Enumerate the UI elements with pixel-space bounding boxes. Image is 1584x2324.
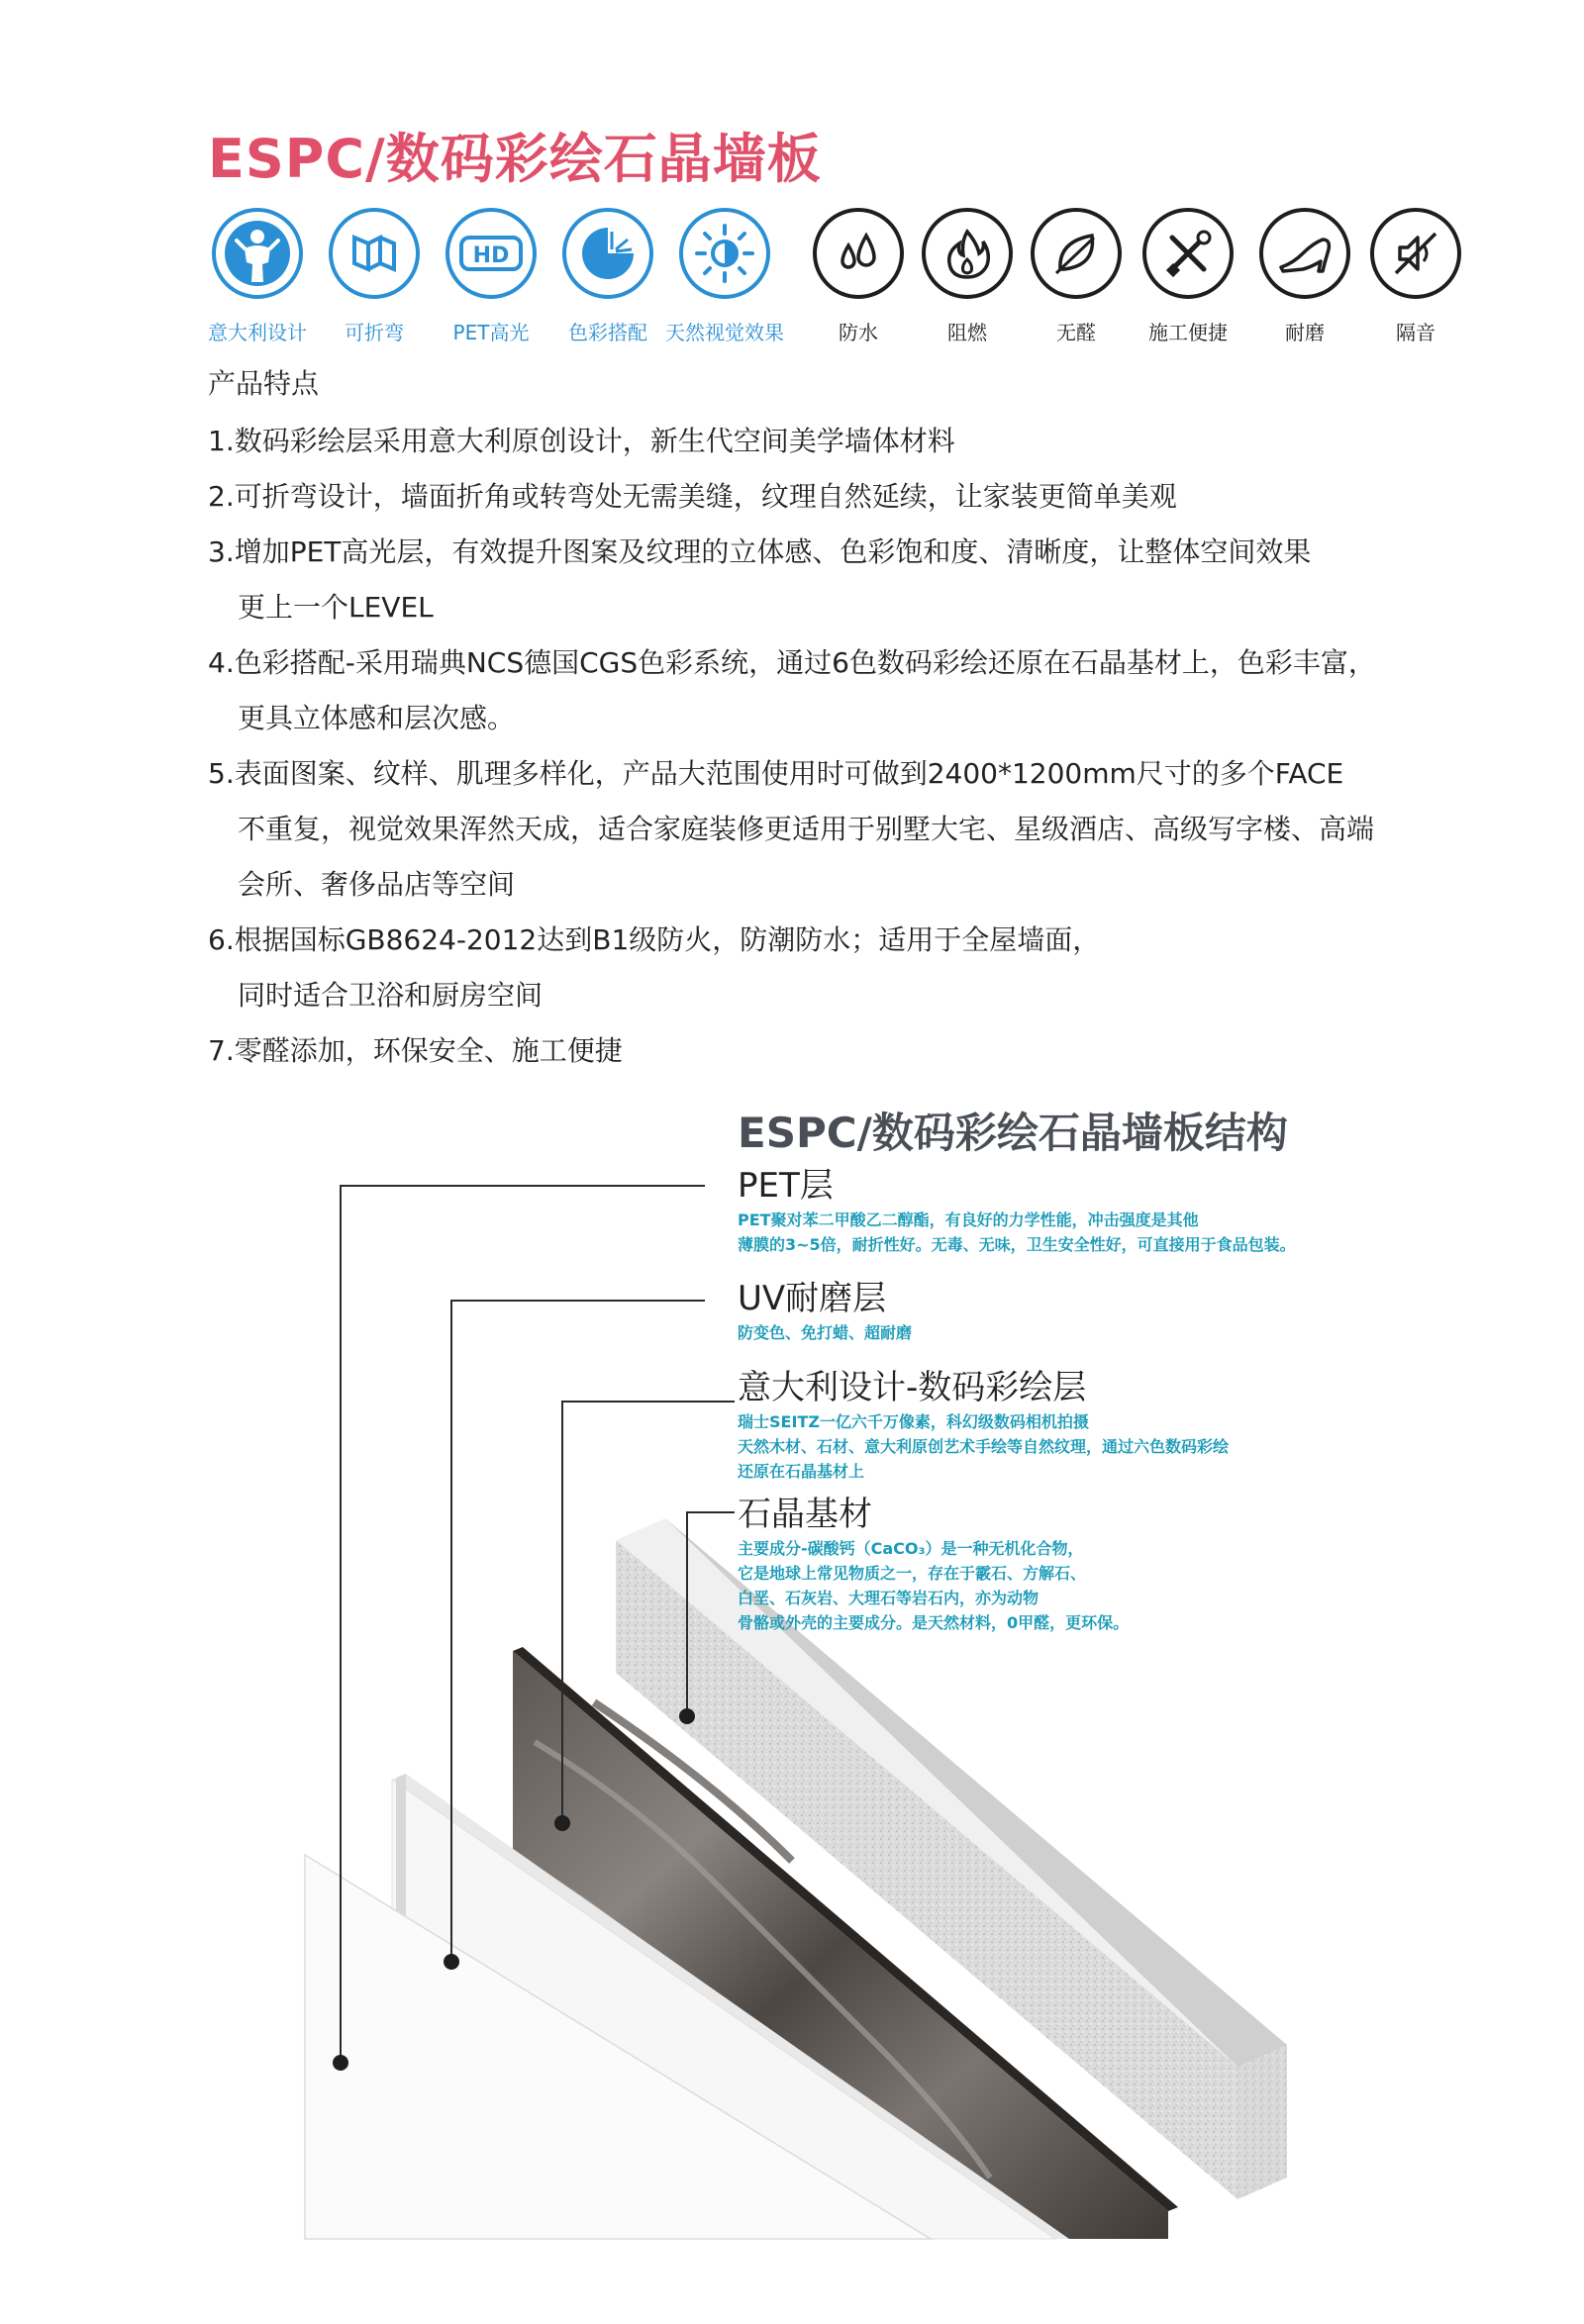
feature-line: 3.增加PET高光层，有效提升图案及纹理的立体感、色彩饱和度、清晰度，让整体空间效果 [208,535,1312,568]
layer-pet [738,1164,1296,1257]
feature-line: 6.根据国标GB8624-2012达到B1级防火，防潮防水；适用于全屋墙面， [208,923,1101,956]
layer-title: UV耐磨层 [738,1279,887,1318]
feature-line: 5.表面图案、纹样、肌理多样化，产品大范围使用时可做到2400*1200mm尺寸的多个FACE [208,757,1344,790]
icon-item-easy-install: 施工便捷 [1129,208,1247,345]
layer-title: PET层 [738,1166,834,1206]
layer-desc: 骨骼或外壳的主要成分。是天然材料，0甲醛，更环保。 [738,1613,1130,1632]
structure-title: ESPC/数码彩绘石晶墙板结构 [738,1109,1288,1157]
feature-line: 会所、奢侈品店等空间 [238,868,516,901]
icon-item-flame-retardant: 阻燃 [908,208,1027,345]
feature-line: 更具立体感和层次感。 [238,702,516,734]
layer-uv [738,1277,912,1345]
page-title: ESPC/数码彩绘石晶墙板 [208,128,822,190]
icon-item-natural-visual: 天然视觉效果 [665,208,784,345]
layer-desc: 天然木材、石材、意大利原创艺术手绘等自然纹理，通过六色数码彩绘 [738,1437,1230,1456]
layer-desc: 薄膜的3~5倍，耐折性好。无毒、无味，卫生安全性好，可直接用于食品包装。 [738,1235,1296,1254]
icon-item-bendable: 可折弯 [315,208,434,345]
layer-desc: 主要成分-碳酸钙（CaCO₃）是一种无机化合物， [738,1539,1084,1558]
layer-desc: 它是地球上常见物质之一，存在于霰石、方解石、 [738,1564,1087,1583]
feature-line: 7.零醛添加，环保安全、施工便捷 [208,1034,623,1067]
layer-desc: 防变色、免打蜡、超耐磨 [738,1323,913,1342]
feature-line: 更上一个LEVEL [238,591,434,624]
layer-desc: 白垩、石灰岩、大理石等岩石内，亦为动物 [738,1589,1040,1607]
svg-text:HD: HD [472,243,510,268]
feature-line: 1.数码彩绘层采用意大利原创设计，新生代空间美学墙体材料 [208,425,955,457]
layer-title: 石晶基材 [738,1495,872,1534]
icon-item-wear-resistant: 耐磨 [1245,208,1364,345]
feature-line: 4.色彩搭配-采用瑞典NCS德国CGS色彩系统，通过6色数码彩绘还原在石晶基材上，色彩丰富， [208,646,1376,679]
feature-line: 2.可折弯设计，墙面折角或转弯处无需美缝，纹理自然延续，让家装更简单美观 [208,480,1177,513]
layer-desc: 瑞士SEITZ一亿六千万像素，科幻级数码相机拍摄 [738,1412,1089,1431]
icon-item-italian-design: 意大利设计 [198,208,317,345]
icon-item-waterproof: 防水 [799,208,918,345]
feature-line: 不重复，视觉效果浑然天成，适合家庭装修更适用于别墅大宅、星级酒店、高级写字楼、高端 [238,813,1375,845]
icon-item-formaldehyde-free: 无醛 [1017,208,1136,345]
icon-item-color-match: 色彩搭配 [548,208,667,345]
icon-item-pet-gloss: HD PET高光 [432,208,550,345]
icon-item-soundproof: 隔音 [1356,208,1475,345]
feature-line: 同时适合卫浴和厨房空间 [238,979,544,1012]
layer-stone-substrate [738,1493,1129,1635]
layer-desc: 还原在石晶基材上 [738,1462,865,1481]
layer-desc: PET聚对苯二甲酸乙二醇酯，有良好的力学性能，冲击强度是其他 [738,1210,1199,1229]
layer-digital-print [738,1366,1229,1484]
layer-title: 意大利设计-数码彩绘层 [738,1368,1087,1407]
features-heading: 产品特点 [208,367,320,400]
